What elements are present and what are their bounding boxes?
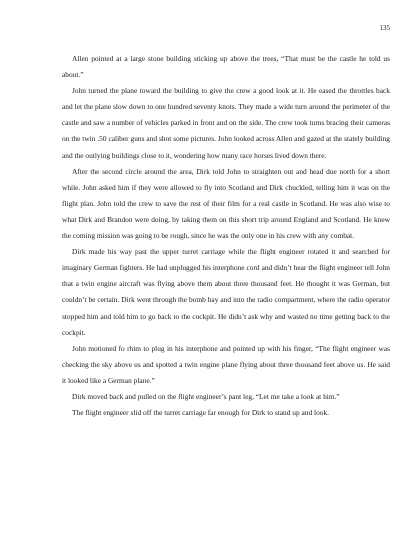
- paragraph: Dirk made his way past the upper turret carriage while the flight engineer rotated it and searched for imaginary German fighters. He had unplugged his interphone cord and didn’t hear the flight engineer tell John that a twin engine aircraft was flying above them about three thousand feet. He thought it was German, but couldn’t be certain. Dirk went through the bomb bay and into the radio compartment, where the radio operator stopped him and told him to go back to the cockpit. He didn’t ask why and wasted no time getting back to the cockpit.: [62, 247, 390, 337]
- paragraph: John motioned fo rhim to plug in his interphone and pointed up with his finger, “The flight engineer was checking the sky above us and spotted a twin engine plane flying about three thousand feet above us. He said it looked like a German plane.”: [62, 343, 390, 385]
- paragraph: The flight engineer slid off the turret carriage far enough for Dirk to stand up and look.: [72, 408, 330, 418]
- paragraph: John turned the plane toward the building to give the crew a good look at it. He eased the throttles back and let the plane slow down to one hundred seventy knots. They made a wide turn around the perimeter of the castle and saw a number of vehicles parked in front and on the side. The crew took turns bracing their cameras on the twin .50 caliber guns and shot some pictures. John looked across Allen and gazed at the stately building and the outlying buildings close to it, wondering how many race horses lived down there.: [62, 86, 390, 160]
- paragraph: Allen pointed at a large stone building sticking up above the trees, “That must be the castle he told us about.”: [62, 54, 390, 80]
- paragraph: After the second circle around the area, Dirk told John to straighten out and head due north for a short while. John asked him if they were allowed to fly into Scotland and Dirk chuckled, telling him it was on the flight plan. John told the crew to save the rest of their film for a real castle in Scotland. He was also wise to what Dirk and Brandon were doing, by taking them on this short trip around England and Scotland. He knew the coming mission was going to be rough, since he was the only one in his crew with any combat.: [62, 166, 390, 241]
- page-number: 135: [379, 24, 390, 32]
- paragraph: Dirk moved back and pulled on the flight engineer’s pant leg, “Let me take a look at him.”: [72, 391, 340, 401]
- body-text: [62, 51, 390, 421]
